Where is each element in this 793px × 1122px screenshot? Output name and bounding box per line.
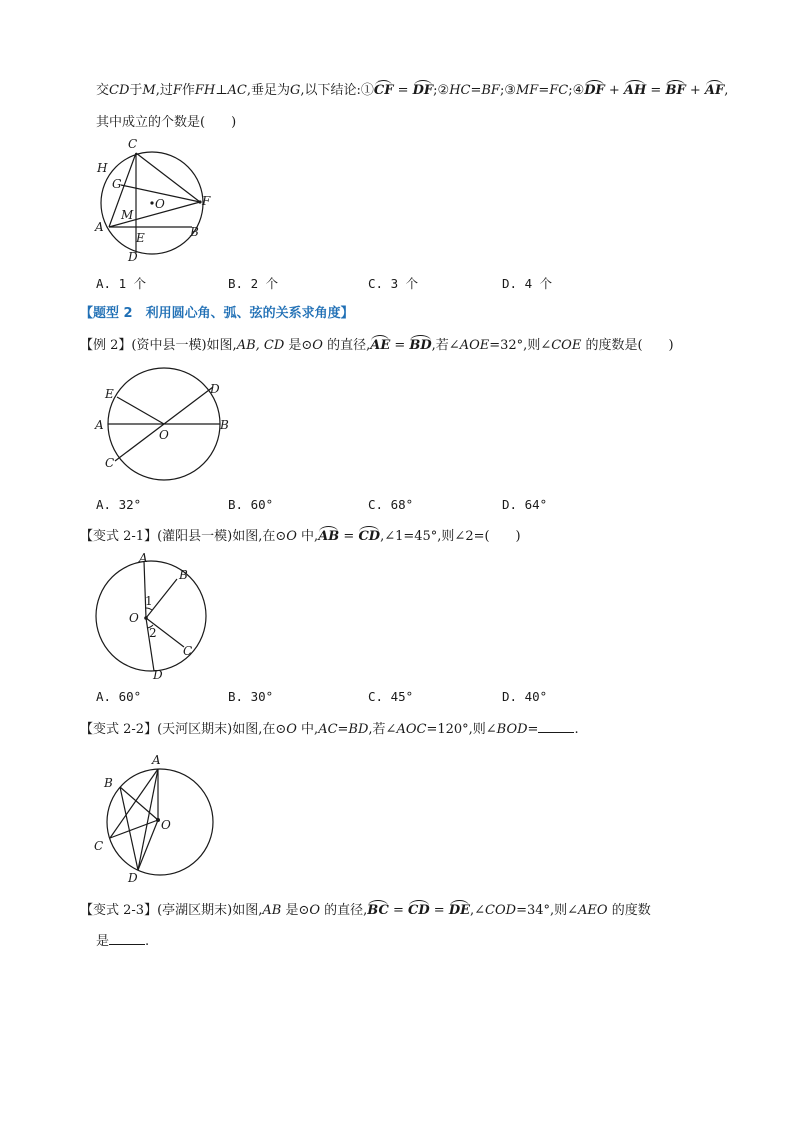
q1-statement-line2: 其中成立的个数是( ) (96, 115, 237, 130)
q1-label-c: C (128, 137, 138, 151)
v23-answer-blank[interactable] (109, 932, 145, 945)
v23-statement-line1: 【变式 2-3】(亭湖区期末)如图,AB 是⊙O 的直径,BC = CD = DE,∠COD=34°,则∠AEO 的度数 (80, 903, 651, 918)
arc-cd-2: CD (408, 903, 430, 918)
v21-radius-oa (144, 561, 146, 618)
v22-label-b: B (104, 776, 113, 790)
arc-cd: CD (358, 529, 381, 544)
q1-label-a: A (95, 220, 104, 234)
q1-option-c[interactable]: C. 3 个 (368, 276, 419, 291)
q1-option-b[interactable]: B. 2 个 (228, 276, 279, 291)
ex2-statement: 【例 2】(资中县一模)如图,AB, CD 是⊙O 的直径,AE = BD,若∠AOE=32°,则∠COE 的度数是( ) (80, 338, 674, 353)
v22-answer-blank[interactable] (538, 720, 574, 733)
arc-af: AF (704, 83, 725, 98)
q1-center-dot (150, 201, 153, 204)
v22-statement: 【变式 2-2】(天河区期末)如图,在⊙O 中,AC=BD,若∠AOC=120°,则∠BOD= . (80, 722, 579, 737)
v22-label-o: O (161, 818, 171, 832)
arc-df: DF (412, 83, 434, 98)
arc-ae: AE (370, 338, 391, 353)
ex2-option-a[interactable]: A. 32° (96, 497, 142, 512)
v22-label-c: C (94, 839, 104, 853)
ex2-radius-oe (117, 397, 164, 424)
v21-label-o: O (129, 611, 139, 625)
ex2-figure (92, 366, 237, 488)
v22-label-d: D (128, 871, 138, 885)
ex2-label-c: C (105, 456, 115, 470)
q1-label-o: O (155, 197, 165, 211)
q1-label-e: E (136, 231, 145, 245)
v21-label-d: D (153, 668, 163, 682)
v23-statement-line2: 是 . (96, 934, 150, 949)
v21-statement: 【变式 2-1】(灌阳县一模)如图,在⊙O 中,AB = CD,∠1=45°,则∠2=( ) (80, 529, 521, 544)
v21-option-d[interactable]: D. 40° (502, 689, 548, 704)
arc-ah: AH (623, 83, 647, 98)
v22-center-dot (156, 818, 160, 822)
q1-option-d[interactable]: D. 4 个 (502, 276, 553, 291)
q1-option-a[interactable]: A. 1 个 (96, 276, 147, 291)
ex2-label-d: D (210, 382, 220, 396)
arc-bc: BC (367, 903, 389, 918)
v22-circle (107, 769, 213, 875)
arc-cf: CF (373, 83, 394, 98)
ex2-option-c[interactable]: C. 68° (368, 497, 414, 512)
q1-label-d: D (128, 250, 138, 264)
ex2-label-o: O (159, 428, 169, 442)
v21-option-c[interactable]: C. 45° (368, 689, 414, 704)
v22-figure (90, 750, 220, 888)
v21-label-1: 1 (145, 594, 153, 608)
q1-label-g: G (112, 177, 122, 191)
v22-radius-oc (110, 820, 158, 838)
q1-figure (80, 132, 220, 272)
q1-label-h: H (97, 161, 108, 175)
v21-label-c: C (183, 644, 193, 658)
arc-bd: BD (409, 338, 432, 353)
arc-df-2: DF (584, 83, 605, 98)
v21-figure (86, 548, 216, 683)
ex2-option-d[interactable]: D. 64° (502, 497, 548, 512)
q1-label-f: F (202, 194, 211, 208)
v22-radius-od (138, 820, 158, 870)
v21-center-dot (144, 616, 148, 620)
arc-ab: AB (318, 529, 340, 544)
v21-label-a: A (139, 551, 148, 565)
q1-label-m: M (121, 208, 134, 222)
v22-label-a: A (152, 753, 161, 767)
v21-option-b[interactable]: B. 30° (228, 689, 274, 704)
v21-label-b: B (179, 568, 188, 582)
ex2-label-b: B (220, 418, 229, 432)
arc-de: DE (448, 903, 471, 918)
ex2-label-a: A (95, 418, 104, 432)
v21-label-2: 2 (149, 626, 157, 640)
ex2-option-b[interactable]: B. 60° (228, 497, 274, 512)
ex2-label-e: E (105, 387, 114, 401)
q1-label-b: B (190, 225, 199, 239)
arc-bf: BF (665, 83, 686, 98)
q1-statement-line1: 交CD于M,过F作FH⊥AC,垂足为G,以下结论:①CF = DF;②HC=BF;③MF=FC;④DF + AH = BF + AF, (96, 83, 729, 98)
section-title: 【题型 2 利用圆心角、弧、弦的关系求角度】 (80, 306, 354, 321)
v21-option-a[interactable]: A. 60° (96, 689, 142, 704)
